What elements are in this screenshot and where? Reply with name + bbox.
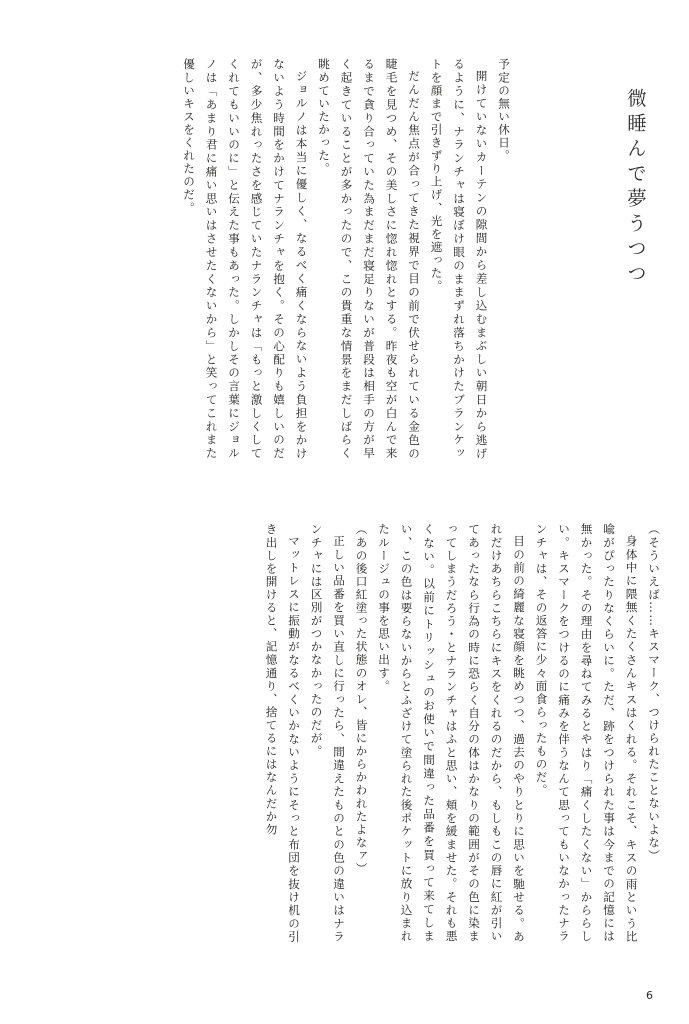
paragraph: だんだん焦点が合ってきた視界で目の前で伏せられている金色の睫毛を見つめ、その美しさに惚れ惚れとする。昨夜も空が白んで来るまで貪り合っていた為まだまだ寝足りないが普段は相手の方が早く起きていることが多かったので、この貴重な情景をまだしばらく眺めていたかった。 (317, 58, 421, 460)
page-number: 6 (646, 989, 653, 1002)
page-title: 微睡んで夢うつつ (624, 88, 647, 288)
paragraph: ジョルノは本当に優しく、なるべく痛くならないよう負担をかけないよう時間をかけてナランチャを抱く。その心配りも嬉しいのだが、多少焦れったさを感じていたナランチャは「もっと激しくしてくれてもいいのに」と伝えた事もあった。しかしその言葉にジョルノは「あまり君に痛い思いはさせたくないから」と笑ってこれまた優しいキスをくれたのだ。 (182, 58, 309, 460)
paragraph: 正しい品番を買い直しに行ったら、間違えたものとの色の違いはナランチャには区別がつかなかったのだが。 (309, 523, 346, 943)
paragraph: 目の前の綺麗な寝顔を眺めつつ、過去のやりとりに思いを馳せる。あれだけあちらこちらにキスをくれるのだから、もしもこの唇に紅が引いてあったなら行為の時に恐らく自分の体はかなりの範囲がその色に染まってしまうだろう・とナランチャはふと思い、頬を緩ませた。それも悪くない。以前にトリッシュのお使いで間違った品番を買って来てしまい、この色は要らないからとふざけて塗られた後ポケットに放り込まれたルージュの事を思い出す。 (377, 523, 526, 943)
paragraph: 開けていないカーテンの隙間から差し込むまぶしい朝日から逃げるように、ナランチャは寝ぼけ眼のままずれ落ちかけたブランケットを顔まで引きずり上げ、光を遮った。 (429, 58, 489, 460)
body-text-upper (170, 58, 515, 460)
paragraph: 予定の無い休日。 (497, 58, 511, 163)
paragraph: （あの後口紅塗った状態のオレ、皆にからかわれたよなァ） (354, 523, 369, 876)
paragraph: マットレスに振動がなるべくいかないようにそっと布団を抜け机の引き出しを開けると、記憶通り、捨てるにはなんだか勿 (264, 523, 301, 943)
paragraph: 身体中に隈無くたくさんキスはくれる。それこそ、キスの雨という比喩がぴったりなくらいに。ただ、跡をつけられた事は今までの記憶には無かった。その理由を尋ねてみるとやはり「痛くしたくない」かららしい。キスマークをつけるのに痛みを伴うなんて思ってもいなかったナランチャは、その返答に少々面食らったものだ。 (534, 523, 639, 943)
body-text-lower (105, 523, 665, 943)
paragraph: （そういえば……キスマーク、つけられたことないよな） (647, 523, 661, 863)
